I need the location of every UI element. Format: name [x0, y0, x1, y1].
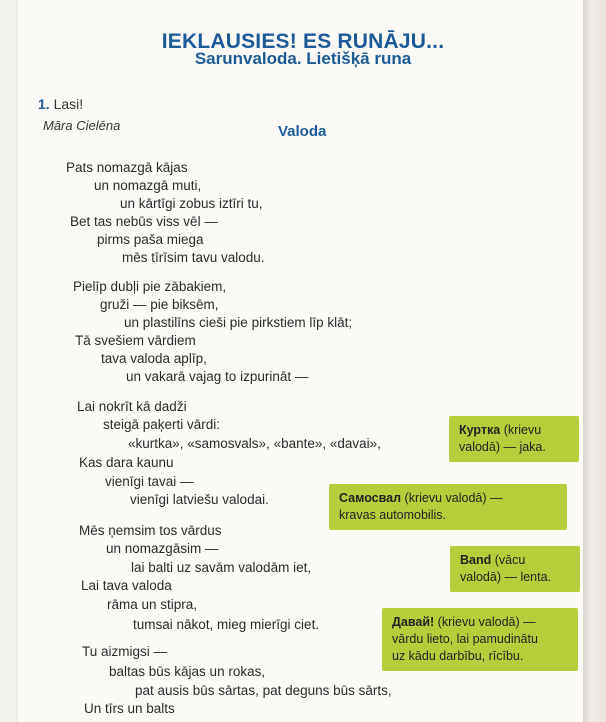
glossary-box-band	[450, 546, 580, 592]
glossary-note: kravas automobilis.	[339, 508, 446, 522]
poem-line: Lai tava valoda	[81, 578, 172, 593]
poem-line: Mēs ņemsim tos vārdus	[79, 523, 222, 538]
poem-title: Valoda	[278, 123, 327, 140]
poem-line: Lai nokrīt kā dadži	[77, 399, 187, 414]
glossary-note: valodā) — lenta.	[460, 570, 552, 584]
poem-line: Kas dara kaunu	[79, 455, 174, 470]
poem-line: un nomazgā muti,	[94, 178, 202, 193]
task-text: Lasi!	[53, 96, 84, 112]
poem-line: Bet tas nebūs viss vēl —	[70, 214, 218, 229]
glossary-note: (krievu	[500, 423, 542, 437]
poem-line: rāma un stipra,	[107, 597, 198, 612]
glossary-box-davai	[382, 608, 578, 671]
glossary-note: uz kādu darbību, rīcību.	[392, 649, 524, 663]
poem-line: «kurtka», «samosvals», «bante», «davai»,	[128, 436, 381, 451]
poem-line: steigā paķerti vārdi:	[103, 417, 221, 432]
page-edge	[583, 0, 606, 722]
poem-line: pat ausis būs sārtas, pat deguns būs sārts,	[135, 683, 392, 698]
poem-line: un vakarā vajag to izpurināt —	[126, 369, 309, 384]
task-instruction	[38, 96, 83, 112]
glossary-note: valodā) — jaka.	[459, 440, 546, 454]
task-number: 1.	[38, 96, 50, 112]
poem-author: Māra Cielēna	[43, 118, 121, 133]
poem-line: vienīgi latviešu valodai.	[130, 492, 269, 507]
glossary-box-samosval	[329, 484, 567, 530]
page-title: IEKLAUSIES! ES RUNĀJU...	[161, 30, 445, 53]
glossary-word: Самосвал	[339, 491, 402, 505]
glossary-note: vārdu lieto, lai pamudinātu	[392, 632, 538, 646]
poem-line: baltas būs kājas un rokas,	[109, 664, 266, 679]
poem-line: lai balti uz savām valodām iet,	[131, 560, 312, 575]
poem-line: Tā svešiem vārdiem	[75, 333, 196, 348]
poem-line: tava valoda aplīp,	[101, 351, 207, 366]
poem-line: Pats nomazgā kājas	[66, 160, 188, 175]
poem-line: pirms paša miega	[97, 232, 204, 247]
poem-line: tumsai nākot, mieg mierīgi ciet.	[133, 617, 320, 632]
glossary-note: (krievu valodā) —	[401, 491, 503, 505]
poem-line: gruži — pie biksēm,	[100, 297, 219, 312]
page-subtitle: Sarunvaloda. Lietišķā runa	[194, 49, 412, 68]
glossary-box-kurtka	[449, 416, 579, 462]
poem-line: Pielīp dubļi pie zābakiem,	[73, 279, 227, 294]
poem-line: mēs tīrīsim tavu valodu.	[122, 250, 265, 265]
glossary-note: (vācu	[491, 553, 526, 567]
poem-line: un plastilīns cieši pie pirkstiem līp klāt;	[124, 315, 353, 330]
poem-line: vienīgi tavai —	[105, 474, 194, 489]
poem-line: un nomazgāsim —	[106, 541, 219, 556]
glossary-word: Давай!	[392, 615, 435, 629]
poem-line: Tu aizmigsi —	[82, 644, 168, 659]
glossary-note: (krievu valodā) —	[434, 615, 536, 629]
poem-line: un kārtīgi zobus iztīri tu,	[120, 196, 263, 211]
glossary-word: Куртка	[459, 423, 501, 437]
poem-line: Un tīrs un balts	[84, 701, 175, 716]
glossary-word: Band	[460, 553, 492, 567]
